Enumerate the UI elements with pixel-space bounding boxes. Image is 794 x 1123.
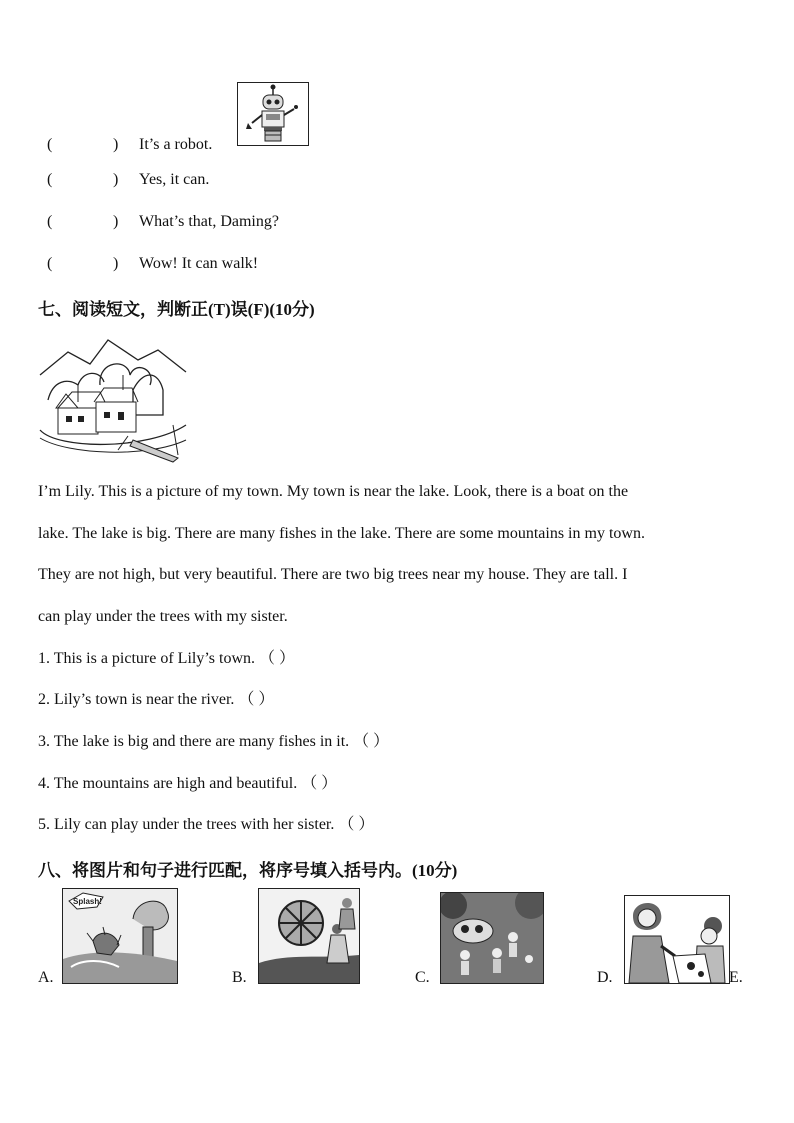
answer-blank[interactable]: （ ）	[259, 650, 296, 667]
option-label-d: D.	[597, 969, 613, 986]
question-text: 2. Lily’s town is near the river.	[38, 691, 235, 708]
answer-paren-close: )	[113, 171, 119, 188]
question-text: 1. This is a picture of Lily’s town.	[38, 650, 256, 667]
option-label-b: B.	[232, 969, 247, 986]
option-label-a: A.	[38, 969, 54, 986]
question-item	[38, 732, 389, 752]
answer-paren-open: (	[47, 171, 53, 188]
girls-talking-icon	[625, 896, 729, 983]
answer-blank[interactable]: （ ）	[301, 775, 338, 792]
picture-b	[258, 888, 360, 984]
robot-icon	[238, 83, 308, 145]
dialogue-line: What’s that, Daming?	[139, 213, 279, 230]
question-item	[38, 774, 337, 794]
robot-picture	[237, 82, 309, 146]
park-picnic-icon	[441, 893, 543, 983]
question-item	[38, 690, 274, 710]
passage-line: lake. The lake is big. There are many fishes in the lake. There are some mountains in my town.	[38, 525, 645, 542]
answer-paren-open: (	[47, 213, 53, 230]
passage-line: can play under the trees with my sister.	[38, 608, 288, 625]
question-item	[38, 815, 374, 835]
splash-pond-icon	[63, 889, 177, 983]
town-illustration-icon	[38, 330, 188, 465]
passage-line: I’m Lily. This is a picture of my town. My town is near the lake. Look, there is a boat on the	[38, 483, 629, 500]
answer-blank[interactable]: （ ）	[338, 816, 375, 833]
passage-line: They are not high, but very beautiful. There are two big trees near my house. They are tall. I	[38, 566, 628, 583]
answer-paren-close: )	[113, 213, 119, 230]
picture-d	[624, 895, 730, 984]
answer-blank[interactable]: （ ）	[238, 691, 275, 708]
question-item	[38, 649, 295, 669]
answer-blank[interactable]: （ ）	[353, 733, 390, 750]
answer-paren-close: )	[113, 136, 119, 153]
answer-paren-open: (	[47, 136, 53, 153]
picture-a	[62, 888, 178, 984]
section-8-heading: 八、将图片和句子进行匹配，将序号填入括号内。(10分)	[38, 861, 458, 880]
town-picture	[38, 330, 188, 465]
dialogue-line: Wow! It can walk!	[139, 255, 259, 272]
picture-c	[440, 892, 544, 984]
question-text: 5. Lily can play under the trees with her sister.	[38, 816, 335, 833]
option-label-c: C.	[415, 969, 430, 986]
answer-paren-open: (	[47, 255, 53, 272]
option-label-e: E.	[729, 969, 743, 986]
dialogue-line: Yes, it can.	[139, 171, 210, 188]
section-7-heading: 七、阅读短文，判断正(T)误(F)(10分)	[38, 300, 315, 319]
splash-caption: Splash!	[73, 897, 102, 906]
dialogue-line: It’s a robot.	[139, 136, 213, 153]
question-text: 4. The mountains are high and beautiful.	[38, 775, 298, 792]
question-text: 3. The lake is big and there are many fishes in it.	[38, 733, 350, 750]
waterwheel-icon	[259, 889, 359, 983]
answer-paren-close: )	[113, 255, 119, 272]
